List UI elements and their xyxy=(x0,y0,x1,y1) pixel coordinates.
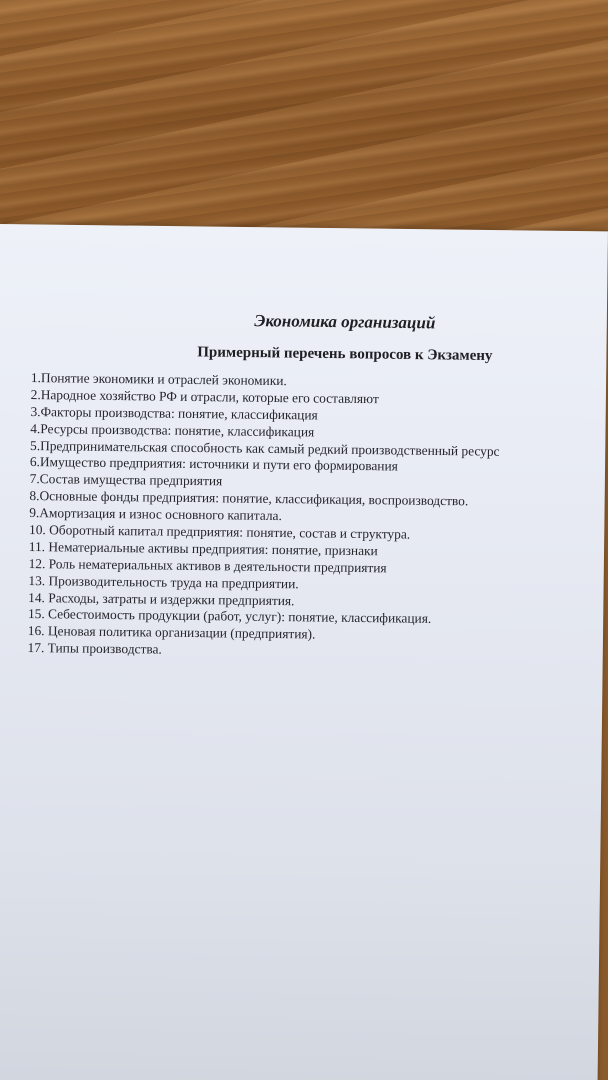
question-item: 2.Народное хозяйство РФ и отрасли, которые его составляют xyxy=(30,386,379,407)
document-subtitle: Примерный перечень вопросов к Экзамену xyxy=(197,344,493,365)
question-item: 4.Ресурсы производства: понятие, классификация xyxy=(30,420,315,440)
question-item: 12. Роль нематериальных активов в деятельности предприятия xyxy=(28,555,387,576)
question-item: 13. Производительность труда на предприятии. xyxy=(28,572,299,591)
question-item: 15. Себестоимость продукции (работ, услуг): понятие, классификация. xyxy=(27,606,432,627)
question-item: 14. Расходы, затраты и издержки предприятия. xyxy=(28,589,295,608)
question-item: 3.Факторы производства: понятие, классификация xyxy=(30,403,318,423)
question-item: 17. Типы производства. xyxy=(27,640,162,657)
question-item: 7.Состав имущества предприятия xyxy=(29,471,223,489)
question-item: 6.Имущество предприятия: источники и пути его формирования xyxy=(29,454,398,474)
question-item: 11. Нематериальные активы предприятия: понятие, признаки xyxy=(28,538,378,559)
document-title: Экономика организаций xyxy=(254,311,436,333)
question-item: 10. Оборотный капитал предприятия: понятие, состав и структура. xyxy=(28,522,411,542)
question-list xyxy=(27,370,600,664)
question-item: 1.Понятие экономики и отраслей экономики. xyxy=(30,370,287,389)
wooden-table-background xyxy=(0,0,608,250)
question-item: 16. Ценовая политика организации (предприятия). xyxy=(27,623,316,642)
question-item: 9.Амортизация и износ основного капитала. xyxy=(29,505,282,524)
question-item: 8.Основные фонды предприятия: понятие, классификация, воспроизводство. xyxy=(29,488,469,509)
question-item: 5.Предпринимательская способность как самый редкий производственный ресурс xyxy=(29,437,500,459)
